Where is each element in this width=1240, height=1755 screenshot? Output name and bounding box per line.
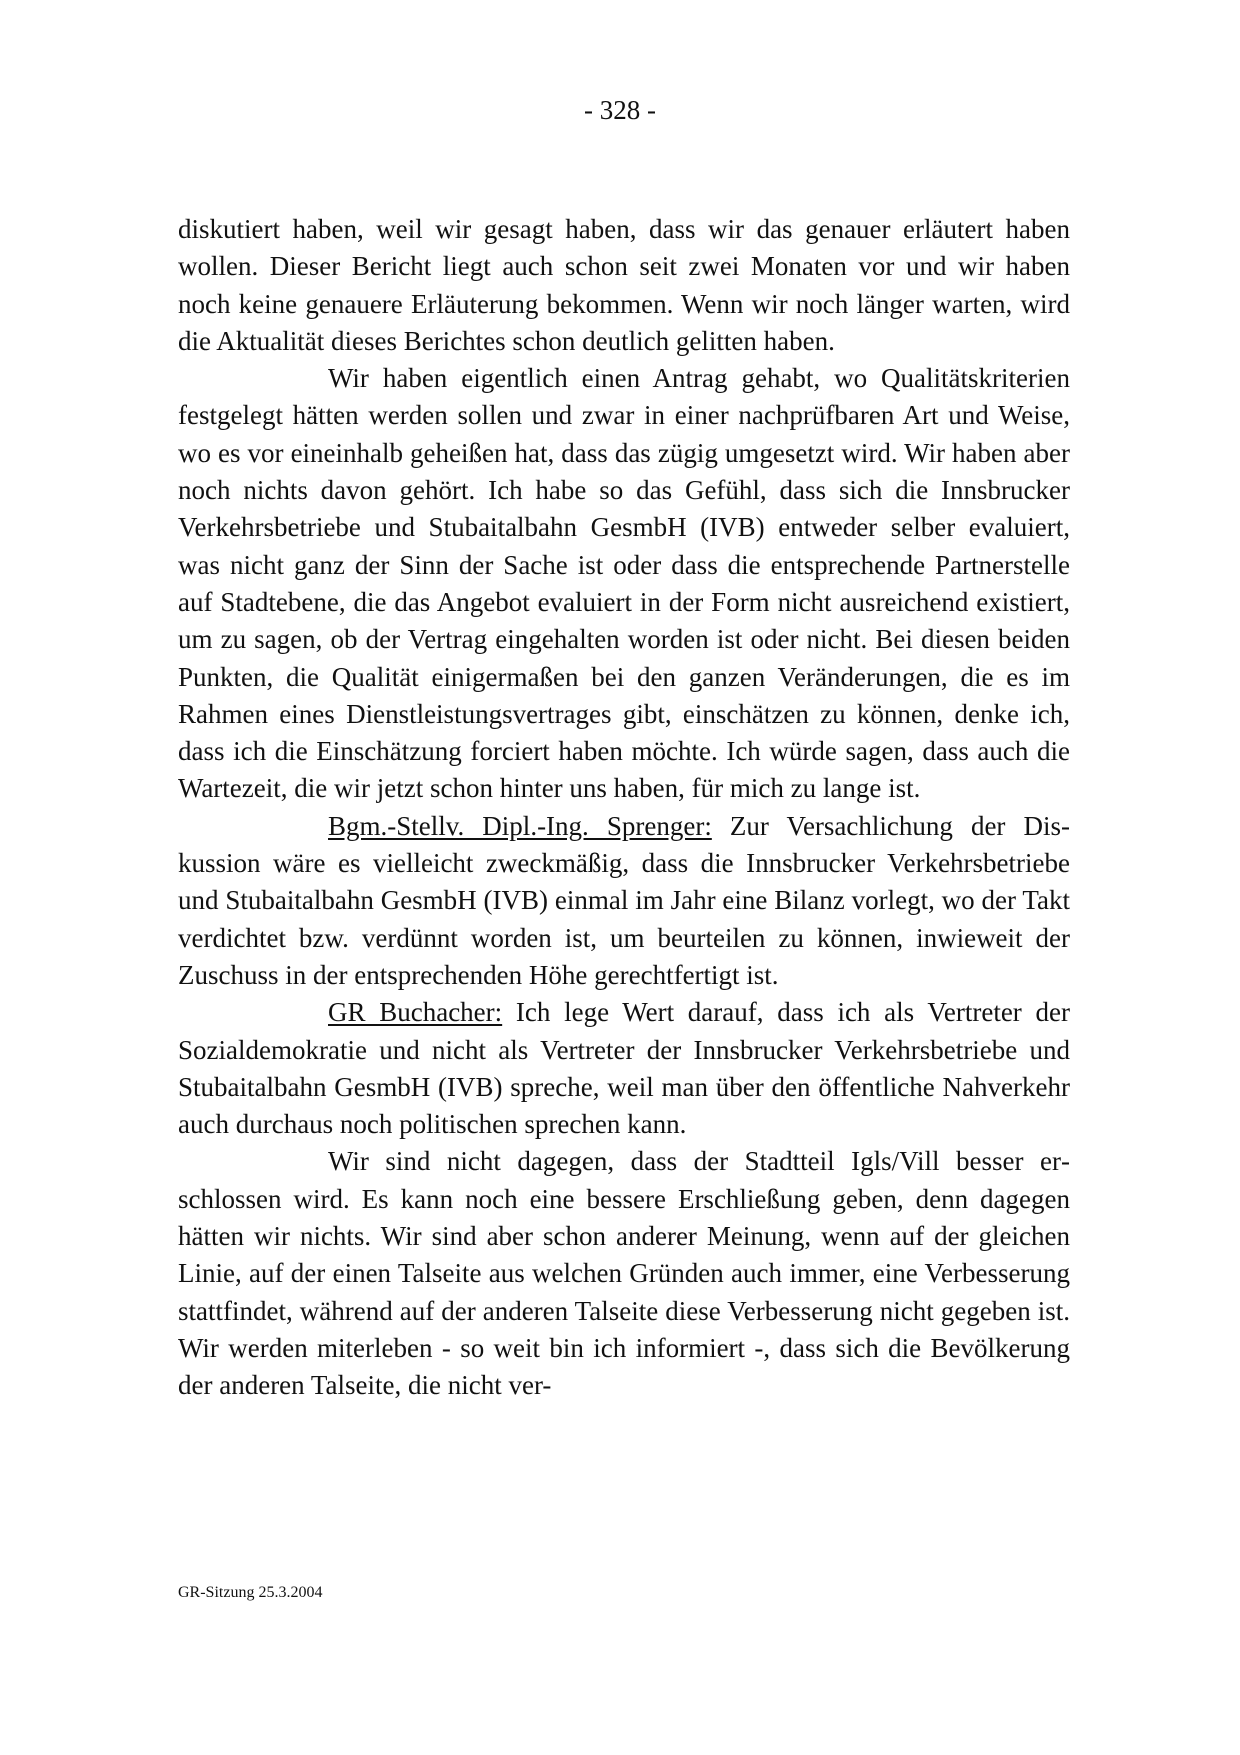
speaker-name: GR Buchacher:: [328, 997, 503, 1028]
paragraph-text: Ich lege Wert darauf, dass ich als Vertreter der Sozialdemokratie und nicht als Vertreter der Innsbrucker Verkehrsbetriebe und Stubaitalbahn GesmbH (IVB) spreche, weil man über den öffentliche Nahverkehr auch durchaus noch politischen sprechen kann.: [178, 997, 1070, 1140]
paragraph-continuation: [178, 211, 1070, 360]
footer-session-date: GR-Sitzung 25.3.2004: [178, 1584, 323, 1601]
page-number: - 328 -: [584, 95, 656, 125]
paragraph-text: diskutiert haben, weil wir gesagt haben, dass wir das genauer erläutert haben wollen. Dieser Bericht liegt auch schon seit zwei Monaten vor und wir haben noch keine genauere Erläuterung bekommen. Wenn wir noch länger warten, wird die Aktualität dieses Berichtes schon deutlich gelitten haben.: [178, 214, 1070, 356]
paragraph-speaker-buchacher: [178, 994, 1070, 1143]
paragraph-quality-criteria: [178, 360, 1070, 808]
paragraph-text: Wir haben eigentlich einen Antrag gehabt, wo Qualitätskriterien festgelegt hätten werden sollen und zwar in einer nachprüfbaren Art und Weise, wo es vor eineinhalb geheißen hat, dass das zügig umgesetzt wird. Wir haben aber noch nichts davon gehört. Ich habe so das Gefühl, dass sich die Innsbrucker Verkehrsbetriebe und Stubaitalbahn GesmbH (IVB) entweder selber evaluiert, was nicht ganz der Sinn der Sache ist oder dass die entsprechende Partnerstelle auf Stadtebene, die das Angebot evaluiert in der Form nicht ausreichend existiert, um zu sagen, ob der Vertrag eingehalten worden ist oder nicht. Bei diesen beiden Punkten, die Qualität einigermaßen bei den ganzen Veränderungen, die es im Rahmen eines Dienstleistungsvertrages gibt, einschätzen zu können, denke ich, dass ich die Einschätzung forciert haben möchte. Ich würde sagen, dass auch die Wartezeit, die wir jetzt schon hinter uns haben, für mich zu lange ist.: [178, 363, 1070, 804]
document-body: [178, 211, 1070, 1405]
paragraph-text: Wir sind nicht dagegen, dass der Stadtteil Igls/Vill besser erschlossen wird. Es kann noch eine bessere Erschließung geben, denn dagegen hätten wir nichts. Wir sind aber schon anderer Meinung, wenn auf der gleichen Linie, auf der einen Talseite aus welchen Gründen auch immer, eine Verbesserung stattfindet, während auf der anderen Talseite diese Verbesserung nicht gegeben ist. Wir werden miterleben - so weit bin ich informiert -, dass sich die Bevölkerung der anderen Talseite, die nicht ver-: [178, 1146, 1070, 1401]
paragraph-text: Zur Versachlichung der Diskussion wäre es vielleicht zweckmäßig, dass die Innsbrucker Verkehrsbetriebe und Stubaitalbahn GesmbH (IVB) einmal im Jahr eine Bilanz vorlegt, wo der Takt verdichtet bzw. verdünnt worden ist, um beurteilen zu können, inwieweit der Zuschuss in der entsprechenden Höhe gerechtfertigt ist.: [178, 810, 1070, 990]
speaker-name: Bgm.-Stellv. Dipl.-Ing. Sprenger:: [328, 810, 712, 841]
paragraph-igls-vill: [178, 1143, 1070, 1404]
paragraph-speaker-sprenger: [178, 808, 1070, 994]
